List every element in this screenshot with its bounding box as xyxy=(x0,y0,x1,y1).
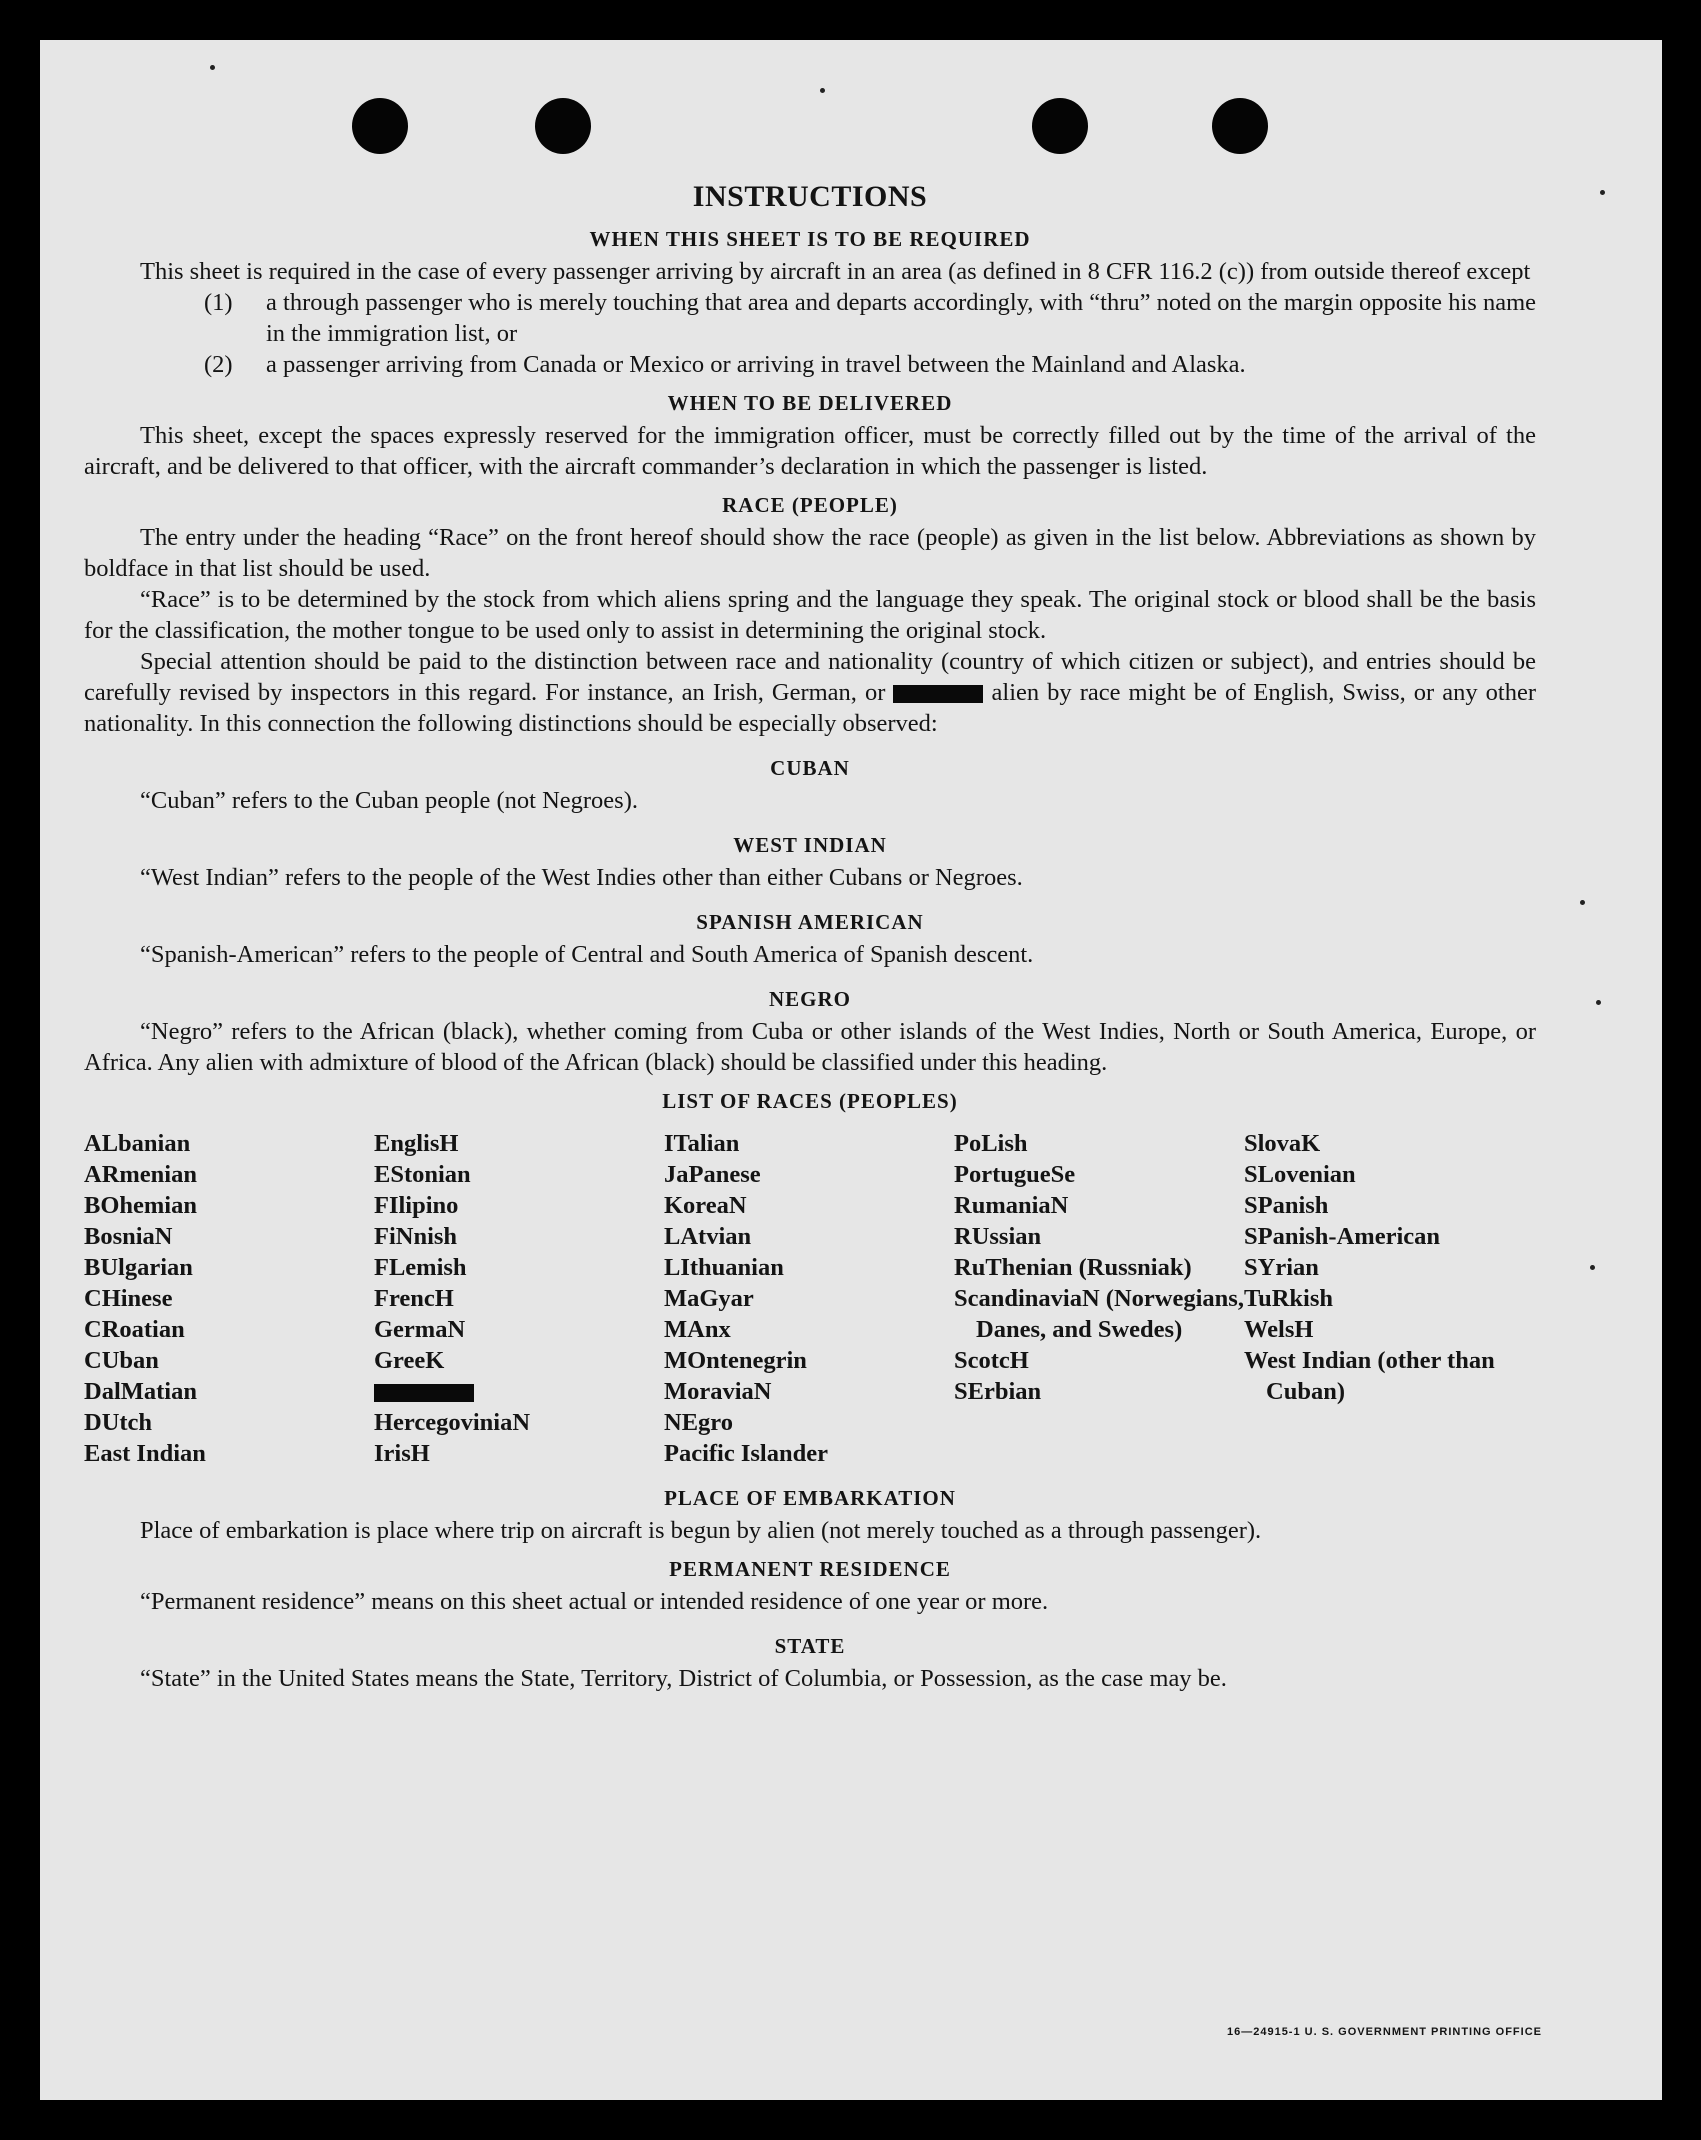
race-entry: CUban xyxy=(84,1347,159,1374)
race-entry: HercegoviniaN xyxy=(374,1409,531,1436)
race-entry: ITalian xyxy=(664,1130,740,1157)
race-entry: KoreaN xyxy=(664,1192,747,1219)
race-entry: JaPanese xyxy=(664,1161,761,1188)
heading-race: RACE (PEOPLE) xyxy=(722,493,898,517)
list-item xyxy=(204,287,1536,349)
heading-delivered: WHEN TO BE DELIVERED xyxy=(667,391,953,415)
race-entry: RumaniaN xyxy=(954,1192,1069,1219)
race-paragraph-1: The entry under the heading “Race” on the front hereof should show the race (people) as given in the list below. Abbreviations as shown by boldface in that list should be used. xyxy=(84,524,1536,582)
race-entry: MOntenegrin xyxy=(664,1347,807,1374)
race-entry: BosniaN xyxy=(84,1223,173,1250)
races-list xyxy=(84,1128,1536,1469)
race-entry: SPanish xyxy=(1244,1192,1329,1219)
race-entry: EnglisH xyxy=(374,1130,459,1157)
race-entry: ScotcH xyxy=(954,1347,1029,1374)
document-page xyxy=(40,40,1662,2100)
speck xyxy=(1580,900,1585,905)
heading-negro: NEGRO xyxy=(768,987,851,1011)
required-intro: This sheet is required in the case of every passenger arriving by aircraft in an area (as defined in 8 CFR 116.2 (c)) from outside thereof except xyxy=(140,258,1531,285)
race-entry: BOhemian xyxy=(84,1192,197,1219)
race-entry: PoLish xyxy=(954,1130,1028,1157)
race-column xyxy=(374,1128,664,1469)
race-entry: MoraviaN xyxy=(664,1378,772,1405)
race-paragraph-3a: Special attention should be paid to the distinction between race and nationality (country of which citizen or subject), and entries should be carefully revised by inspectors in this regard. For instance, an Irish, German, or xyxy=(84,648,1536,706)
race-paragraph-3 xyxy=(84,646,1536,739)
race-entry: PortugueSe xyxy=(954,1161,1076,1188)
list-number: (2) xyxy=(204,351,233,378)
punch-hole xyxy=(352,98,408,154)
race-column xyxy=(664,1128,954,1469)
embarkation-text: Place of embarkation is place where trip on aircraft is begun by alien (not merely touched as a through passenger). xyxy=(140,1517,1262,1544)
race-entry: MAnx xyxy=(664,1316,731,1343)
speck xyxy=(820,88,825,93)
instructions-content xyxy=(84,180,1536,1694)
race-entry: Pacific Islander xyxy=(664,1440,828,1467)
race-entry: DUtch xyxy=(84,1409,153,1436)
speck xyxy=(210,65,215,70)
spanish-american-text: “Spanish-American” refers to the people of Central and South America of Spanish descent. xyxy=(140,941,1034,968)
race-entry: RUssian xyxy=(954,1223,1042,1250)
race-paragraph-3b: alien by race might be of English, Swiss, or any other nationality. In this connection the following distinctions should be especially observed: xyxy=(84,679,1537,737)
redaction-mark xyxy=(893,685,983,703)
race-column xyxy=(84,1128,374,1469)
heading-spanish-american: SPANISH AMERICAN xyxy=(696,910,924,934)
list-text: a passenger arriving from Canada or Mexico or arriving in travel between the Mainland and Alaska. xyxy=(266,351,1246,378)
race-column xyxy=(1244,1128,1534,1469)
race-entry: TuRkish xyxy=(1244,1285,1334,1312)
race-entry: BUlgarian xyxy=(84,1254,193,1281)
state-text: “State” in the United States means the State, Territory, District of Columbia, or Possession, as the case may be. xyxy=(140,1665,1227,1692)
west-indian-text: “West Indian” refers to the people of the West Indies other than either Cubans or Negroes. xyxy=(140,864,1023,891)
race-entry: NEgro xyxy=(664,1409,733,1436)
race-entry xyxy=(374,1376,664,1407)
list-number: (1) xyxy=(204,289,233,316)
race-entry: CHinese xyxy=(84,1285,173,1312)
redaction-mark xyxy=(374,1384,474,1402)
race-entry: SYrian xyxy=(1244,1254,1319,1281)
printing-office-code: 16—24915-1 U. S. GOVERNMENT PRINTING OFFICE xyxy=(1226,2026,1542,2038)
race-entry: SPanish-American xyxy=(1244,1223,1440,1250)
race-entry: FLemish xyxy=(374,1254,467,1281)
race-entry: IrisH xyxy=(374,1440,430,1467)
heading-cuban: CUBAN xyxy=(770,756,850,780)
delivered-text: This sheet, except the spaces expressly reserved for the immigration officer, must be correctly filled out by the time of the arrival of the aircraft, and be delivered to that officer, with the aircraft commander’s declaration in which the passenger is listed. xyxy=(84,422,1536,480)
race-entry: East Indian xyxy=(84,1440,206,1467)
race-entry: FrencH xyxy=(374,1285,454,1312)
page-title: INSTRUCTIONS xyxy=(692,180,928,213)
race-entry: FiNnish xyxy=(374,1223,458,1250)
heading-residence: PERMANENT RESIDENCE xyxy=(669,1557,951,1581)
race-entry: LIthuanian xyxy=(664,1254,784,1281)
race-entry: DalMatian xyxy=(84,1378,197,1405)
race-column xyxy=(954,1128,1244,1469)
punch-hole xyxy=(1032,98,1088,154)
race-entry: RuThenian (Russniak) xyxy=(954,1254,1192,1281)
race-paragraph-2: “Race” is to be determined by the stock from which aliens spring and the language they speak. The original stock or blood shall be the basis for the classification, the mother tongue to be used only to assist in determining the original stock. xyxy=(84,586,1536,644)
race-entry: SlovaK xyxy=(1244,1130,1321,1157)
heading-west-indian: WEST INDIAN xyxy=(733,833,887,857)
race-entry: SLovenian xyxy=(1244,1161,1356,1188)
race-entry: GermaN xyxy=(374,1316,466,1343)
list-text: a through passenger who is merely touching that area and departs accordingly, with “thru” noted on the margin opposite his name in the immigration list, or xyxy=(266,289,1536,347)
race-entry: FIlipino xyxy=(374,1192,459,1219)
race-entry: ARmenian xyxy=(84,1161,197,1188)
race-entry: CRoatian xyxy=(84,1316,185,1343)
race-entry: LAtvian xyxy=(664,1223,752,1250)
race-entry: West Indian (other than Cuban) xyxy=(1244,1347,1495,1405)
speck xyxy=(1600,190,1605,195)
residence-text: “Permanent residence” means on this sheet actual or intended residence of one year or more. xyxy=(140,1588,1049,1615)
punch-hole xyxy=(1212,98,1268,154)
race-entry: ScandinaviaN (Norwegians, Danes, and Swedes) xyxy=(954,1285,1244,1343)
cuban-text: “Cuban” refers to the Cuban people (not Negroes). xyxy=(140,787,638,814)
race-entry: EStonian xyxy=(374,1161,471,1188)
heading-embarkation: PLACE OF EMBARKATION xyxy=(664,1486,956,1510)
race-entry: MaGyar xyxy=(664,1285,754,1312)
race-entry: WelsH xyxy=(1244,1316,1314,1343)
speck xyxy=(1590,1265,1595,1270)
race-entry: GreeK xyxy=(374,1347,445,1374)
heading-races-list: LIST OF RACES (PEOPLES) xyxy=(662,1089,958,1113)
race-entry: SErbian xyxy=(954,1378,1042,1405)
race-entry: ALbanian xyxy=(84,1130,191,1157)
heading-required: WHEN THIS SHEET IS TO BE REQUIRED xyxy=(589,227,1031,251)
speck xyxy=(1596,1000,1601,1005)
negro-text: “Negro” refers to the African (black), whether coming from Cuba or other islands of the West Indies, North or South America, Europe, or Africa. Any alien with admixture of blood of the African (black) should be classified under this heading. xyxy=(84,1018,1536,1076)
heading-state: STATE xyxy=(774,1634,846,1658)
punch-hole xyxy=(535,98,591,154)
list-item xyxy=(204,349,1536,380)
